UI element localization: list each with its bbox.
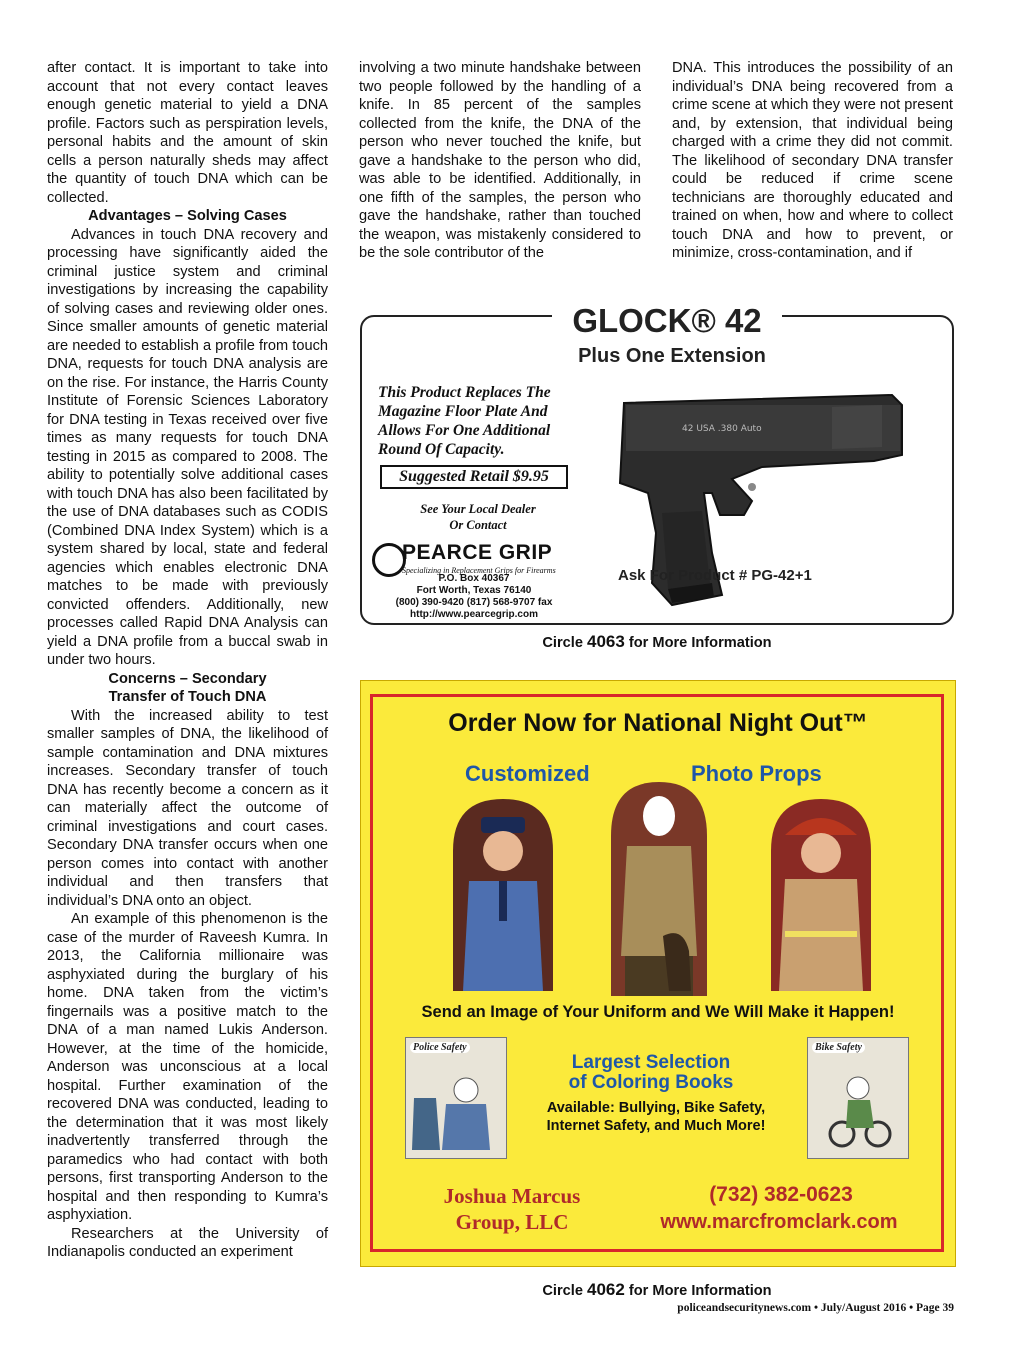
firefighter-photo-prop-icon	[761, 791, 881, 991]
article-column-3	[672, 59, 953, 263]
col1-para-5: Researchers at the University of Indianapolis conducted an experiment	[47, 1225, 328, 1260]
nno-company-name	[417, 1183, 607, 1235]
nno-send-image-text: Send an Image of Your Uniform and We Will Make it Happen!	[421, 1003, 895, 1021]
police-photo-prop-icon	[443, 791, 563, 991]
heading-concerns-2: Transfer of Touch DNA	[108, 689, 267, 705]
avail-line-2: Internet Safety, and Much More!	[546, 1118, 766, 1134]
glock-ad-dealer-text	[378, 501, 578, 533]
col1-para-3: With the increased ability to test smaller samples of DNA, the likelihood of sample contamination and DNA mixtures increases. Secondary transfer of touch DNA has recently become a concern as it can materially affect the outcome of criminal investigations and court cases. Secondary DNA transfer occurs when one person comes into contact with another individual and then transfers that individual’s DNA onto an object.	[47, 707, 328, 909]
sheriff-photo-prop-icon	[599, 776, 719, 996]
bike-book-cover-icon	[808, 1038, 908, 1158]
pearce-grip-logo-icon	[372, 543, 406, 577]
col3-para-1: DNA. This introduces the possibility of an individual’s DNA being recovered from a crime scene at which they were not present and, by extension, that individual being charged with a crime they did not commit. The likelihood of secondary DNA transfer could be reduced if crime scene technicians are thoroughly educated and trained on when, how and where to collect touch DNA and how to prevent, or minimize, cross-contamination, and if	[672, 60, 953, 261]
col1-para-2: Advances in touch DNA recovery and processing have significantly aided the criminal justice system and criminal investigations by increasing the capability of solving cases and reviewing older ones. Since smaller amounts of genetic material are needed to establish a profile from touch DNA, requests for touch DNA analysis are on the rise. For instance, the Harris County Institute of Forensic Sciences Laboratory for DNA testing in Texas received over five times as many requests for touch DNA testing in 2015 as compared to 2008. The ability to potentially solve additional cases with touch DNA has also been facilitated by the use of DNA databases such as CODIS (Combined DNA Index System) which is a system shared by local, state and federal agencies which enables electronic DNA matches to be made with previously convicted offenders. Additionally, new processes called Rapid DNA Analysis can yield a DNA profile from a buccal swab in under two hours.	[47, 226, 328, 668]
pearce-grip-address	[374, 573, 574, 621]
nno-website-link[interactable]: www.marcfromclark.com	[660, 1211, 898, 1233]
glock-ad-product-number: Ask For Product # PG-42+1	[618, 567, 812, 584]
national-night-out-advertisement[interactable]	[360, 680, 956, 1267]
article-column-2	[359, 59, 641, 263]
col1-para-4: An example of this phenomenon is the case of the murder of Raveesh Kumra. In 2013, the California millionaire was asphyxiated during the burglary of his home. DNA taken from the victim’s fingernails was a positive match to the DNA of a man named Lukis Anderson. However, at the time of the homicide, Anderson was unconscious at a local hospital. Further examination of the recovered DNA was conducted, leading to the determination that it was most likely inadvertently transferred through the paramedics who had contact with both persons, first transporting Anderson to the hospital and then responding to Kumra’s asphyxiation.	[47, 911, 328, 1223]
col1-para-1: after contact. It is important to take into account that not every contact leaves enough genetic material to yield a DNA profile. Factors such as perspiration levels, personal habits and the amount of skin cells a person naturally sheds may affect the quantity of touch DNA which can be collected.	[47, 60, 328, 206]
circle-number: 4063	[587, 632, 625, 651]
largest-line-1: Largest Selection	[571, 1052, 731, 1073]
nno-photo-props-label: Photo Props	[691, 761, 822, 786]
nno-available-topics	[521, 1099, 791, 1135]
address-line-1: P.O. Box 40367	[438, 573, 510, 584]
heading-concerns-1: Concerns – Secondary	[108, 670, 267, 687]
avail-line-1: Available: Bullying, Bike Safety,	[546, 1100, 766, 1116]
circle-prefix: Circle	[542, 1283, 588, 1299]
glock-advertisement[interactable]	[360, 302, 954, 625]
glock-ad-subtitle: Plus One Extension	[578, 345, 766, 367]
bike-safety-coloring-book	[807, 1037, 909, 1159]
phone-line: (800) 390-9420 (817) 568-9707 fax	[395, 597, 553, 608]
police-safety-coloring-book	[405, 1037, 507, 1159]
glock-ad-title: GLOCK® 42	[552, 301, 782, 341]
address-line-2: Fort Worth, Texas 76140	[416, 585, 532, 596]
url-line[interactable]: http://www.pearcegrip.com	[410, 609, 538, 620]
circle-4062-caption	[360, 1280, 954, 1300]
circle-suffix: for More Information	[624, 1283, 772, 1299]
nno-largest-selection	[531, 1053, 771, 1093]
heading-advantages: Advantages – Solving Cases	[88, 208, 287, 224]
pearce-grip-tagline: Specializing in Replacement Grips for Firearms	[402, 566, 556, 575]
largest-line-2: of Coloring Books	[568, 1072, 734, 1093]
nno-phone-number[interactable]: (732) 382-0623	[709, 1183, 853, 1206]
circle-4063-caption	[360, 632, 954, 652]
police-safety-book-title: Police Safety	[410, 1042, 470, 1053]
article-column-1	[47, 59, 328, 1262]
circle-suffix: for More Information	[624, 635, 772, 651]
bike-safety-book-title: Bike Safety	[812, 1042, 865, 1053]
nno-ad-title: Order Now for National Night Out™	[448, 709, 868, 737]
col2-para-1: involving a two minute handshake between two people followed by the handling of a knife. In 85 percent of the samples collected from the knife, the DNA of the person who never touched the knife, but gave a handshake to the person who did, was able to be identified. Additionally, in one fifth of the samples, the person who gave the handshake, rather than touched the weapon, was mistakenly considered to be the sole contributor of the	[359, 60, 641, 261]
company-line-1: Joshua Marcus	[443, 1184, 581, 1208]
dealer-line-1: See Your Local Dealer	[420, 502, 536, 516]
glock-ad-retail-price: Suggested Retail $9.95	[380, 465, 568, 489]
glock-ad-description: This Product Replaces The Magazine Floor Plate And Allows For One Additional Round Of Capacity.	[378, 384, 551, 458]
pearce-grip-name: PEARCE GRIP	[402, 541, 553, 564]
circle-prefix: Circle	[542, 635, 588, 651]
circle-number: 4062	[587, 1280, 625, 1299]
nno-customized-label: Customized	[465, 761, 590, 786]
pistol-engraving: 42 USA .380 Auto	[682, 424, 762, 434]
police-book-cover-icon	[406, 1038, 506, 1158]
dealer-line-2: Or Contact	[449, 518, 507, 532]
page-footer: policeandsecuritynews.com • July/August 2016 • Page 39	[677, 1302, 954, 1314]
company-line-2: Group, LLC	[455, 1210, 569, 1234]
